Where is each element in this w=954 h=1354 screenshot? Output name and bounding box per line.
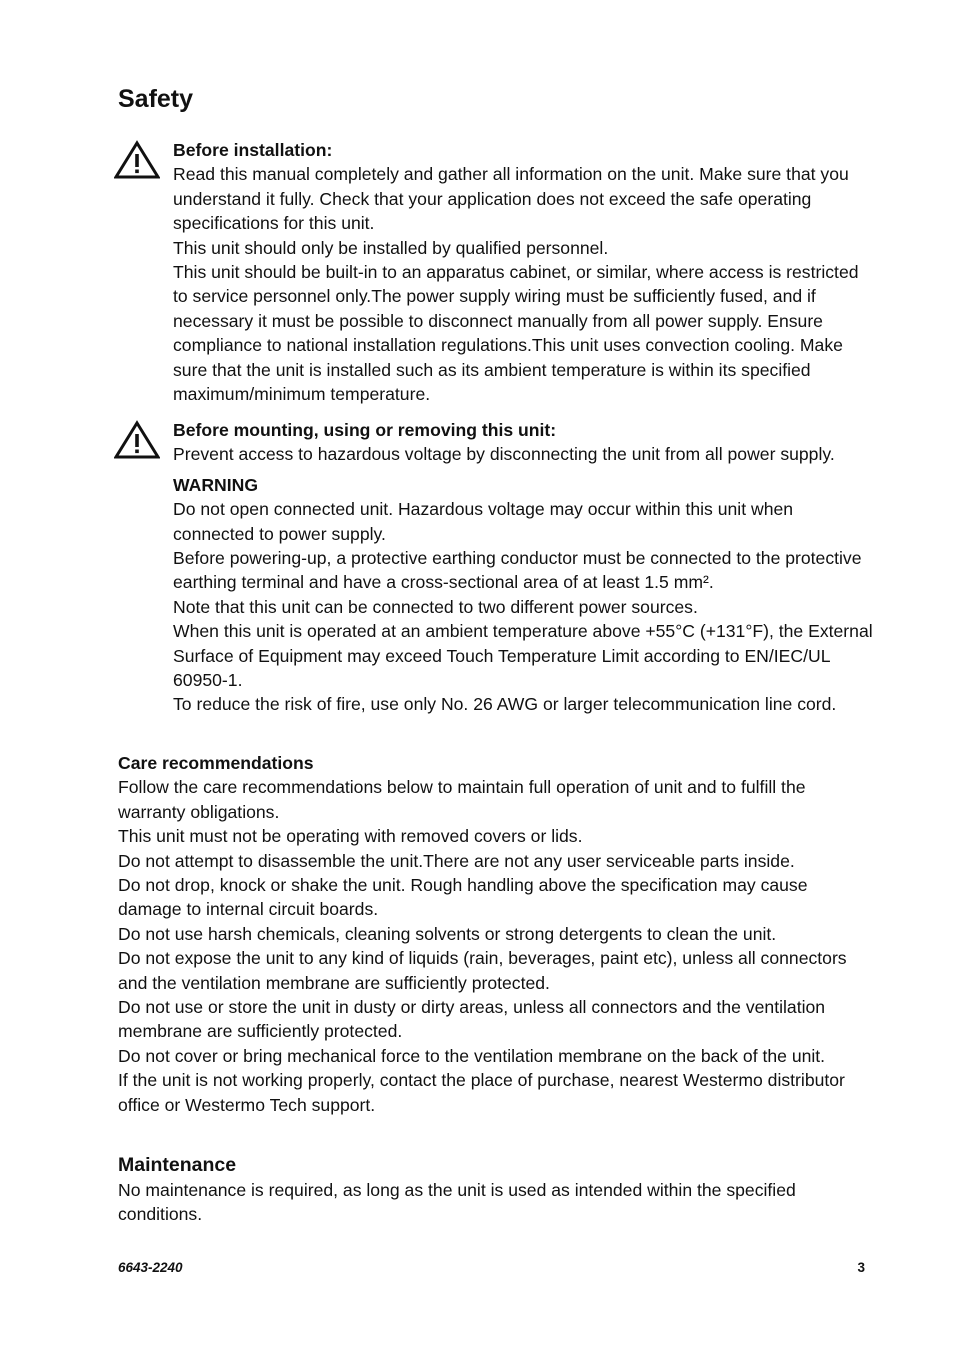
maintenance-heading: Maintenance [118,1154,237,1176]
maintenance-paragraph: No maintenance is required, as long as the unit is used as intended within the specified conditions. [118,1180,796,1225]
maintenance-section [118,1152,863,1227]
before-installation-heading: Before installation: [173,140,333,160]
care-paragraph: Do not use harsh chemicals, cleaning solvents or strong detergents to clean the unit. [118,923,777,944]
document-number: 6643-2240 [118,1260,183,1275]
warning-paragraph: When this unit is operated at an ambient temperature above +55°C (+131°F), the External Surface of Equipment may exceed Touch Temperature Limit according to EN/IEC/UL 60950-1. [173,621,873,691]
warning-paragraph: Note that this unit can be connected to two different power sources. [173,596,698,617]
care-paragraph: If the unit is not working properly, contact the place of purchase, nearest Westermo distributor office or Westermo Tech support. [118,1070,845,1115]
care-heading: Care recommendations [118,753,314,773]
page-title: Safety [118,85,194,113]
care-paragraph: Follow the care recommendations below to maintain full operation of unit and to fulfill the warranty obligations. [118,777,806,822]
before-installation-paragraph: Read this manual completely and gather all information on the unit. Make sure that you understand it fully. Check that your application does not exceed the safe operating specifications for this unit. [173,164,849,234]
before-installation-paragraph: This unit should be built-in to an apparatus cabinet, or similar, where access is restricted to service personnel only.The power supply wiring must be sufficiently fused, and if necessary it must be possible to disconnect manually from all power supply. Ensure compliance to national installation regulations.This unit uses convection cooling. Make sure that the unit is installed such as its ambient temperature is within its specified maximum/minimum temperature. [173,262,859,405]
care-paragraph: Do not attempt to disassemble the unit.There are not any user serviceable parts inside. [118,850,795,871]
page-number: 3 [857,1260,865,1275]
care-paragraph: Do not cover or bring mechanical force to the ventilation membrane on the back of the unit. [118,1045,826,1066]
care-paragraph: Do not drop, knock or shake the unit. Rough handling above the specification may cause damage to internal circuit boards. [118,875,808,920]
warning-triangle-icon [114,140,160,180]
care-paragraph: This unit must not be operating with removed covers or lids. [118,826,583,847]
warning-paragraph: Before powering-up, a protective earthing conductor must be connected to the protective earthing terminal and have a cross-sectional area of at least 1.5 mm². [173,548,862,593]
care-paragraph: Do not use or store the unit in dusty or dirty areas, unless all connectors and the ventilation membrane are sufficiently protected. [118,997,826,1042]
before-mounting-intro: Prevent access to hazardous voltage by disconnecting the unit from all power supply. [173,444,835,465]
warning-triangle-icon [114,420,160,460]
warning-paragraph: To reduce the risk of fire, use only No. 26 AWG or larger telecommunication line cord. [173,694,837,715]
warning-label: WARNING [173,474,259,495]
before-installation-paragraph: This unit should only be installed by qualified personnel. [173,237,609,258]
warning-paragraph: Do not open connected unit. Hazardous voltage may occur within this unit when connected to power supply. [173,499,794,544]
before-installation-section [173,138,873,406]
before-mounting-heading: Before mounting, using or removing this unit: [173,420,557,440]
care-paragraph: Do not expose the unit to any kind of liquids (rain, beverages, paint etc), unless all connectors and the ventilation membrane are sufficiently protected. [118,948,847,993]
before-mounting-section [173,418,873,717]
care-section [118,751,863,1117]
